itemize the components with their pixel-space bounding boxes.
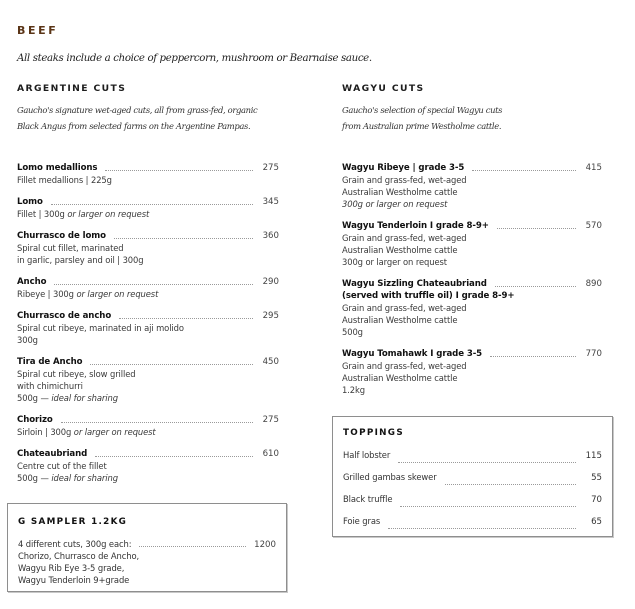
desc-italic: or larger on request — [76, 289, 159, 299]
item-name: Churrasco de lomo — [17, 231, 106, 241]
item-description — [17, 242, 279, 254]
desc-text: Ribeye | 300g — [17, 289, 77, 299]
item-description — [17, 174, 279, 186]
item-name: Chorizo — [17, 415, 53, 425]
description-line: Black Angus from selected farms on the Argentine Pampas. — [17, 121, 251, 131]
desc-text: Fillet | 300g — [17, 209, 68, 219]
menu-item — [17, 230, 279, 266]
menu-item — [17, 448, 279, 484]
item-description: Grain and grass-fed, wet-aged — [342, 233, 467, 243]
item-price: 770 — [585, 349, 602, 359]
desc-text: Fillet medallions | 225g — [17, 175, 112, 185]
menu-item — [342, 162, 602, 210]
item-name-continued: (served with truffle oil) I grade 8-9+ — [342, 291, 515, 301]
desc-italic: or larger on request — [73, 427, 156, 437]
sampler-box — [7, 503, 287, 592]
item-description — [17, 368, 279, 380]
item-name: Tira de Ancho — [17, 357, 83, 367]
section-heading: WAGYU CUTS — [342, 83, 425, 94]
item-name: Lomo — [17, 197, 43, 207]
dotted-leader — [51, 197, 253, 205]
menu-item — [17, 196, 279, 220]
toppings-heading: TOPPINGS — [343, 428, 404, 438]
item-description — [17, 426, 279, 438]
topping-item — [343, 471, 602, 493]
desc-text: Spiral cut ribeye, marinated in aji molido — [17, 323, 184, 333]
item-description: Australian Westholme cattle — [342, 315, 458, 325]
menu-title: BEEF — [17, 24, 59, 37]
topping-price: 70 — [591, 495, 602, 505]
argentine-cuts-section — [17, 82, 279, 494]
dotted-leader — [497, 221, 576, 229]
item-name: Ancho — [17, 277, 47, 287]
item-description: Grain and grass-fed, wet-aged — [342, 303, 467, 313]
wagyu-cuts-section — [342, 82, 602, 406]
desc-italic: ideal for sharing — [51, 393, 118, 403]
menu-item — [342, 348, 602, 396]
dotted-leader — [54, 277, 253, 285]
item-price: 570 — [585, 221, 602, 231]
item-description — [342, 198, 602, 210]
sampler-line: Wagyu Rib Eye 3-5 grade, — [18, 563, 125, 573]
sampler-first-line: 4 different cuts, 300g each: — [18, 539, 132, 549]
item-description: Grain and grass-fed, wet-aged — [342, 361, 467, 371]
menu-item — [17, 276, 279, 300]
item-description — [17, 334, 279, 346]
menu-item — [342, 278, 602, 338]
dotted-leader — [495, 279, 576, 287]
item-description — [17, 380, 279, 392]
topping-item — [343, 449, 602, 471]
item-price: 450 — [262, 357, 279, 367]
desc-italic: 300g or larger on request — [342, 199, 448, 209]
section-description — [342, 102, 602, 134]
item-name: Wagyu Tomahawk I grade 3-5 — [342, 349, 483, 359]
dotted-leader — [139, 539, 246, 547]
desc-text: in garlic, parsley and oil | 300g — [17, 255, 144, 265]
topping-name: Half lobster — [343, 450, 391, 460]
desc-text: 500g — — [17, 473, 52, 483]
dotted-leader — [61, 415, 253, 423]
dotted-leader — [445, 477, 576, 485]
item-price: 275 — [262, 163, 279, 173]
topping-name: Grilled gambas skewer — [343, 472, 437, 482]
dotted-leader — [114, 231, 253, 239]
dotted-leader — [398, 455, 576, 463]
description-line: from Australian prime Westholme cattle. — [342, 121, 502, 131]
item-description — [17, 254, 279, 266]
desc-text: Centre cut of the fillet — [17, 461, 107, 471]
desc-text: Sirloin | 300g — [17, 427, 74, 437]
dotted-leader — [400, 499, 576, 507]
toppings-list — [343, 449, 602, 537]
section-description — [17, 102, 279, 134]
item-price: 610 — [262, 449, 279, 459]
description-line: Gaucho's signature wet-aged cuts, all from grass-fed, organic — [17, 105, 258, 115]
dotted-leader — [119, 311, 253, 319]
menu-item — [17, 414, 279, 438]
item-price: 290 — [262, 277, 279, 287]
item-price: 345 — [262, 197, 279, 207]
menu-intro: All steaks include a choice of peppercorn, mushroom or Bearnaise sauce. — [17, 53, 372, 64]
item-price: 295 — [262, 311, 279, 321]
topping-price: 65 — [591, 517, 602, 527]
dotted-leader — [105, 163, 253, 171]
menu-item — [17, 310, 279, 346]
desc-text: Spiral cut ribeye, slow grilled — [17, 369, 136, 379]
sampler-price: 1200 — [254, 540, 276, 550]
sampler-heading: G SAMPLER 1.2KG — [18, 517, 128, 527]
dotted-leader — [90, 357, 253, 365]
topping-price: 115 — [585, 451, 602, 461]
item-description: 500g — [342, 327, 363, 337]
item-price: 890 — [585, 279, 602, 289]
menu-item-list — [342, 162, 602, 396]
desc-text: 300g — [17, 335, 38, 345]
item-description: 300g or larger on request — [342, 257, 447, 267]
dotted-leader — [490, 349, 576, 357]
menu-item — [342, 220, 602, 268]
item-name: Wagyu Ribeye | grade 3-5 — [342, 163, 465, 173]
topping-price: 55 — [591, 473, 602, 483]
item-description: Australian Westholme cattle — [342, 373, 458, 383]
item-description — [17, 322, 279, 334]
topping-name: Foie gras — [343, 516, 381, 526]
dotted-leader — [388, 521, 576, 529]
item-price: 275 — [262, 415, 279, 425]
item-price: 415 — [585, 163, 602, 173]
section-heading: ARGENTINE CUTS — [17, 83, 127, 94]
desc-text: 500g — — [17, 393, 52, 403]
item-name: Churrasco de ancho — [17, 311, 112, 321]
desc-italic: ideal for sharing — [51, 473, 118, 483]
item-price: 360 — [262, 231, 279, 241]
item-name: Lomo medallions — [17, 163, 98, 173]
description-line: Gaucho's selection of special Wagyu cuts — [342, 105, 503, 115]
desc-text: Spiral cut fillet, marinated — [17, 243, 124, 253]
desc-text: with chimichurri — [17, 381, 83, 391]
item-description — [17, 208, 279, 220]
item-description: Australian Westholme cattle — [342, 245, 458, 255]
item-description: Grain and grass-fed, wet-aged — [342, 175, 467, 185]
topping-item — [343, 493, 602, 515]
item-description — [17, 288, 279, 300]
item-name: Wagyu Tenderloin I grade 8-9+ — [342, 221, 489, 231]
item-description — [17, 460, 279, 472]
menu-item — [17, 162, 279, 186]
topping-item — [343, 515, 602, 537]
menu-item — [17, 356, 279, 404]
dotted-leader — [95, 449, 253, 457]
menu-item-list — [17, 162, 279, 484]
toppings-box — [332, 416, 613, 537]
item-description: Australian Westholme cattle — [342, 187, 458, 197]
sampler-line: Wagyu Tenderloin 9+grade — [18, 575, 130, 585]
desc-italic: or larger on request — [67, 209, 150, 219]
topping-name: Black truffle — [343, 494, 393, 504]
item-name: Wagyu Sizzling Chateaubriand — [342, 279, 487, 289]
sampler-body — [18, 538, 276, 586]
item-name: Chateaubriand — [17, 449, 88, 459]
sampler-line: Chorizo, Churrasco de Ancho, — [18, 551, 140, 561]
item-description — [17, 392, 279, 404]
item-description: 1.2kg — [342, 385, 365, 395]
dotted-leader — [472, 163, 576, 171]
item-description — [17, 472, 279, 484]
